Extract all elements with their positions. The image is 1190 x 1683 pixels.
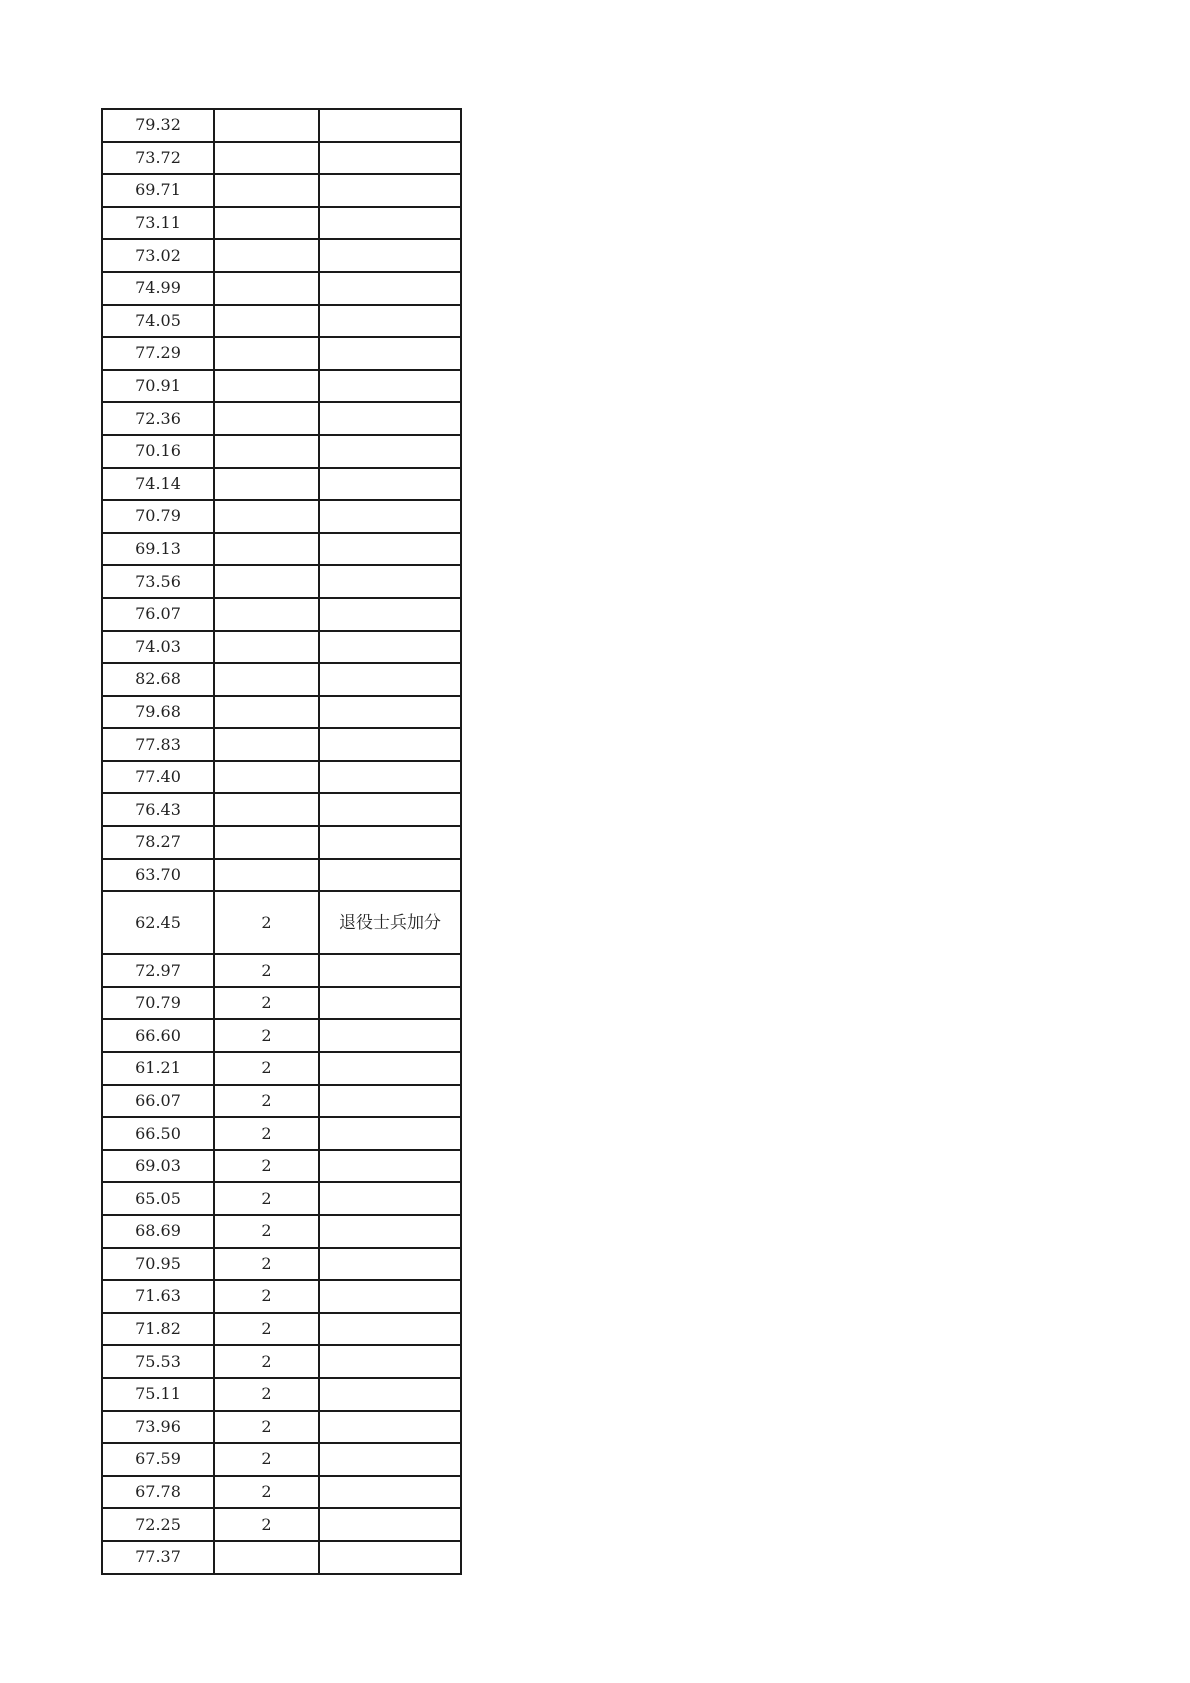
bonus-cell <box>214 305 319 338</box>
bonus-cell: 2 <box>214 1476 319 1509</box>
note-cell <box>319 1378 461 1411</box>
score-cell: 66.50 <box>102 1117 214 1150</box>
table-row <box>102 337 461 370</box>
score-cell: 75.53 <box>102 1345 214 1378</box>
table-row <box>102 435 461 468</box>
bonus-cell: 2 <box>214 1378 319 1411</box>
score-cell: 74.03 <box>102 631 214 664</box>
table-row <box>102 598 461 631</box>
note-cell <box>319 1476 461 1509</box>
note-cell <box>319 468 461 501</box>
note-cell <box>319 598 461 631</box>
table-row <box>102 793 461 826</box>
score-cell: 61.21 <box>102 1052 214 1085</box>
bonus-cell <box>214 761 319 794</box>
note-cell <box>319 1019 461 1052</box>
table-row <box>102 1313 461 1346</box>
note-cell <box>319 305 461 338</box>
score-cell: 72.36 <box>102 402 214 435</box>
note-cell <box>319 728 461 761</box>
note-cell <box>319 435 461 468</box>
bonus-cell <box>214 435 319 468</box>
table-row <box>102 402 461 435</box>
bonus-cell: 2 <box>214 954 319 987</box>
bonus-cell: 2 <box>214 1345 319 1378</box>
note-cell <box>319 1508 461 1541</box>
bonus-cell: 2 <box>214 1150 319 1183</box>
bonus-cell <box>214 533 319 566</box>
bonus-cell: 2 <box>214 1313 319 1346</box>
bonus-cell <box>214 370 319 403</box>
table-row <box>102 1150 461 1183</box>
score-cell: 70.79 <box>102 987 214 1020</box>
score-cell: 74.14 <box>102 468 214 501</box>
bonus-cell: 2 <box>214 1085 319 1118</box>
score-cell: 77.37 <box>102 1541 214 1574</box>
bonus-cell <box>214 109 319 142</box>
score-cell: 66.60 <box>102 1019 214 1052</box>
score-cell: 73.56 <box>102 565 214 598</box>
note-cell <box>319 109 461 142</box>
table-row <box>102 1085 461 1118</box>
score-cell: 66.07 <box>102 1085 214 1118</box>
score-cell: 74.99 <box>102 272 214 305</box>
table-row <box>102 663 461 696</box>
score-cell: 65.05 <box>102 1182 214 1215</box>
note-cell <box>319 954 461 987</box>
note-cell <box>319 1182 461 1215</box>
score-cell: 67.78 <box>102 1476 214 1509</box>
note-cell: 退役士兵加分 <box>319 891 461 954</box>
bonus-cell <box>214 174 319 207</box>
table-row <box>102 1378 461 1411</box>
score-cell: 72.25 <box>102 1508 214 1541</box>
bonus-cell <box>214 402 319 435</box>
score-cell: 70.79 <box>102 500 214 533</box>
score-cell: 69.71 <box>102 174 214 207</box>
table-row <box>102 728 461 761</box>
table-row <box>102 696 461 729</box>
note-cell <box>319 793 461 826</box>
score-cell: 67.59 <box>102 1443 214 1476</box>
score-cell: 62.45 <box>102 891 214 954</box>
bonus-cell: 2 <box>214 1443 319 1476</box>
score-cell: 72.97 <box>102 954 214 987</box>
bonus-cell <box>214 1541 319 1574</box>
bonus-cell: 2 <box>214 1508 319 1541</box>
bonus-cell <box>214 859 319 892</box>
table-row <box>102 987 461 1020</box>
bonus-cell <box>214 272 319 305</box>
table-row <box>102 1052 461 1085</box>
bonus-cell: 2 <box>214 1248 319 1281</box>
bonus-cell: 2 <box>214 1215 319 1248</box>
score-cell: 73.96 <box>102 1411 214 1444</box>
bonus-cell: 2 <box>214 987 319 1020</box>
score-cell: 76.43 <box>102 793 214 826</box>
note-cell <box>319 1085 461 1118</box>
score-cell: 77.40 <box>102 761 214 794</box>
table-row <box>102 468 461 501</box>
note-cell <box>319 663 461 696</box>
score-cell: 74.05 <box>102 305 214 338</box>
score-cell: 70.95 <box>102 1248 214 1281</box>
score-cell: 73.72 <box>102 142 214 175</box>
table-row <box>102 859 461 892</box>
table-row <box>102 1541 461 1574</box>
table-row <box>102 239 461 272</box>
score-cell: 77.29 <box>102 337 214 370</box>
note-cell <box>319 631 461 664</box>
note-cell <box>319 1411 461 1444</box>
score-cell: 71.63 <box>102 1280 214 1313</box>
table-row <box>102 533 461 566</box>
bonus-cell <box>214 207 319 240</box>
table-row <box>102 1345 461 1378</box>
bonus-cell: 2 <box>214 1117 319 1150</box>
note-cell <box>319 533 461 566</box>
bonus-cell <box>214 663 319 696</box>
score-cell: 68.69 <box>102 1215 214 1248</box>
bonus-cell <box>214 500 319 533</box>
score-cell: 79.68 <box>102 696 214 729</box>
note-cell <box>319 500 461 533</box>
table-row <box>102 1019 461 1052</box>
table-row <box>102 500 461 533</box>
score-cell: 76.07 <box>102 598 214 631</box>
bonus-cell <box>214 565 319 598</box>
table-row <box>102 1476 461 1509</box>
table-row <box>102 305 461 338</box>
score-cell: 73.02 <box>102 239 214 272</box>
table-row <box>102 1248 461 1281</box>
score-cell: 77.83 <box>102 728 214 761</box>
note-cell <box>319 1280 461 1313</box>
note-cell <box>319 1443 461 1476</box>
note-cell <box>319 761 461 794</box>
table-row <box>102 1117 461 1150</box>
score-cell: 69.13 <box>102 533 214 566</box>
bonus-cell <box>214 826 319 859</box>
note-cell <box>319 1541 461 1574</box>
score-cell: 82.68 <box>102 663 214 696</box>
score-cell: 71.82 <box>102 1313 214 1346</box>
note-cell <box>319 1150 461 1183</box>
table-row <box>102 631 461 664</box>
table-row <box>102 826 461 859</box>
table-row <box>102 174 461 207</box>
note-cell <box>319 370 461 403</box>
bonus-cell: 2 <box>214 1052 319 1085</box>
note-cell <box>319 1215 461 1248</box>
score-table-body <box>102 109 461 1574</box>
note-cell <box>319 174 461 207</box>
note-cell <box>319 987 461 1020</box>
table-row <box>102 1443 461 1476</box>
bonus-cell <box>214 337 319 370</box>
bonus-cell <box>214 142 319 175</box>
bonus-cell <box>214 793 319 826</box>
table-row <box>102 109 461 142</box>
note-cell <box>319 337 461 370</box>
bonus-cell: 2 <box>214 1411 319 1444</box>
bonus-cell: 2 <box>214 891 319 954</box>
score-cell: 75.11 <box>102 1378 214 1411</box>
score-cell: 78.27 <box>102 826 214 859</box>
bonus-cell <box>214 631 319 664</box>
score-table <box>101 108 462 1575</box>
table-row <box>102 272 461 305</box>
table-row <box>102 370 461 403</box>
bonus-cell <box>214 598 319 631</box>
table-row <box>102 1182 461 1215</box>
note-cell <box>319 1117 461 1150</box>
score-cell: 69.03 <box>102 1150 214 1183</box>
table-row <box>102 761 461 794</box>
table-row <box>102 142 461 175</box>
note-cell <box>319 1345 461 1378</box>
bonus-cell: 2 <box>214 1019 319 1052</box>
note-cell <box>319 565 461 598</box>
score-cell: 63.70 <box>102 859 214 892</box>
bonus-cell: 2 <box>214 1280 319 1313</box>
table-row <box>102 1411 461 1444</box>
note-cell <box>319 1248 461 1281</box>
table-row <box>102 891 461 954</box>
note-cell <box>319 1313 461 1346</box>
score-cell: 70.16 <box>102 435 214 468</box>
bonus-cell <box>214 239 319 272</box>
note-cell <box>319 1052 461 1085</box>
bonus-cell <box>214 728 319 761</box>
note-cell <box>319 239 461 272</box>
table-row <box>102 207 461 240</box>
note-cell <box>319 272 461 305</box>
note-cell <box>319 207 461 240</box>
note-cell <box>319 859 461 892</box>
note-cell <box>319 826 461 859</box>
note-cell <box>319 696 461 729</box>
table-row <box>102 954 461 987</box>
table-row <box>102 1280 461 1313</box>
score-cell: 70.91 <box>102 370 214 403</box>
note-cell <box>319 142 461 175</box>
bonus-cell: 2 <box>214 1182 319 1215</box>
score-cell: 73.11 <box>102 207 214 240</box>
table-row <box>102 1215 461 1248</box>
bonus-cell <box>214 468 319 501</box>
note-cell <box>319 402 461 435</box>
bonus-cell <box>214 696 319 729</box>
table-row <box>102 1508 461 1541</box>
table-row <box>102 565 461 598</box>
score-cell: 79.32 <box>102 109 214 142</box>
